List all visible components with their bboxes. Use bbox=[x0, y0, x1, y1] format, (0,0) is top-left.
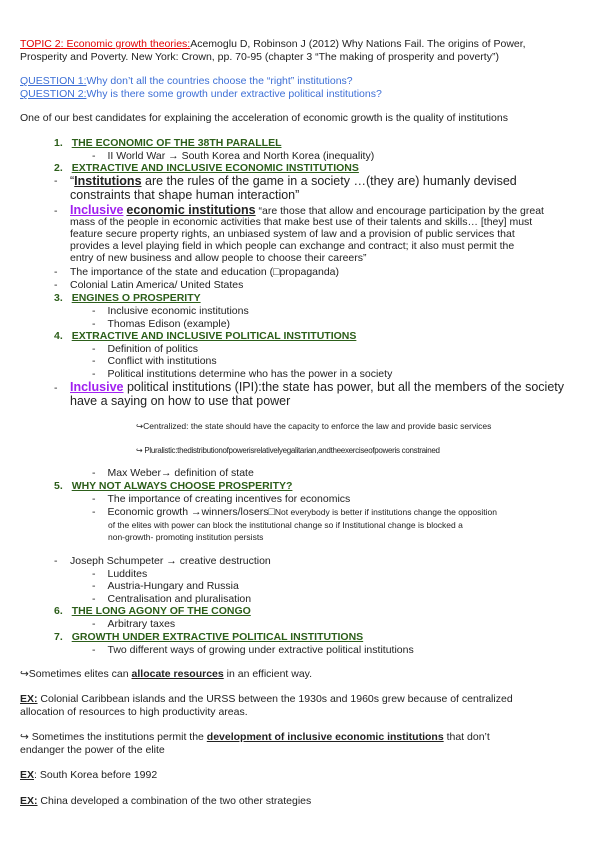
growth-note: Not everybody is better if institutions change the opposition bbox=[274, 507, 497, 517]
austria-russia-text: Austria-Hungary and Russia bbox=[107, 580, 239, 592]
section-7-number: 7. bbox=[54, 631, 63, 643]
inclusive-development-paragraph bbox=[20, 731, 490, 743]
luddites-text: Luddites bbox=[107, 568, 148, 580]
dash: - bbox=[92, 580, 96, 592]
inclusive-econ-text: “are those that allow and encourage participation by the great bbox=[255, 205, 544, 217]
growth-winners-losers: Economic growth →winners/losers□ bbox=[107, 506, 275, 518]
inclusive-development-line-2: endanger the power of the elite bbox=[20, 744, 165, 756]
reference-text: Acemoglu D, Robinson J (2012) Why Nations Fail. The origins of Power, bbox=[190, 38, 526, 50]
section-1-sub bbox=[92, 150, 374, 162]
section-6-sub-text: Arbitrary taxes bbox=[107, 618, 176, 630]
section-6-sub bbox=[92, 618, 175, 630]
inclusive-econ-line-1 bbox=[70, 203, 544, 217]
state-education-item: The importance of the state and education (□propaganda) bbox=[70, 266, 340, 278]
institutions-definition-text: are the rules of the game in a society …(they are) humanly devised bbox=[141, 174, 517, 188]
weber-text: Max Weber→ definition of state bbox=[107, 467, 254, 479]
schumpeter-sub-2 bbox=[92, 580, 239, 592]
schumpeter-item: Joseph Schumpeter → creative destruction bbox=[70, 555, 271, 567]
section-3-heading bbox=[54, 292, 201, 304]
weber-item bbox=[92, 467, 254, 479]
section-7-title: GROWTH UNDER EXTRACTIVE POLITICAL INSTITUTIONS bbox=[71, 631, 364, 643]
reference-line-1 bbox=[20, 38, 526, 50]
section-4-sub-1-text: Definition of politics bbox=[107, 343, 198, 355]
section-4-sub-1 bbox=[92, 343, 198, 355]
inclusive-econ-line-5: entry of new business and allow people to choose their careers” bbox=[70, 252, 367, 264]
dash: - bbox=[54, 266, 58, 278]
dash: - bbox=[54, 279, 58, 291]
centralized-note: ↪Centralized: the state should have the capacity to enforce the law and provide basic services bbox=[136, 421, 492, 431]
section-4-sub-2-text: Conflict with institutions bbox=[107, 355, 217, 367]
question-1-label: QUESTION 1: bbox=[20, 75, 87, 87]
institutions-term: Institutions bbox=[74, 174, 142, 188]
section-1-title: THE ECONOMIC OF THE 38TH PARALLEL bbox=[71, 137, 282, 149]
dash: - bbox=[92, 318, 96, 330]
question-2-label: QUESTION 2: bbox=[20, 88, 87, 100]
dash: - bbox=[92, 568, 96, 580]
pluralistic-note: ↪ Pluralistic:thedistributionofpowerisrelativelyegalitarian,andtheexerciseofpoweris constrained bbox=[136, 446, 440, 455]
example-2-label: EX bbox=[20, 769, 35, 781]
section-5-sub-2 bbox=[92, 506, 497, 518]
topic-label: TOPIC 2: Economic growth theories: bbox=[20, 38, 191, 50]
question-1-text: Why don’t all the countries choose the “right” institutions? bbox=[86, 75, 353, 87]
section-3-number: 3. bbox=[54, 292, 63, 304]
inclusive-econ-line-3: feature secure property rights, an unbiased system of law and a provision of public services that bbox=[70, 228, 515, 240]
section-5-sub-2-line-3: non-growth- promoting institution persists bbox=[108, 532, 264, 542]
section-4-heading bbox=[54, 330, 356, 342]
example-2-text: : South Korea before 1992 bbox=[34, 769, 158, 781]
p1-pre: ↪Sometimes elites can bbox=[20, 668, 132, 680]
section-7-sub-text: Two different ways of growing under extractive political institutions bbox=[107, 644, 414, 656]
reference-line-2: Prosperity and Poverty. New York: Crown, pp. 70-95 (chapter 3 “The making of prosperity and poverty”) bbox=[20, 51, 499, 63]
section-2-title: EXTRACTIVE AND INCLUSIVE ECONOMIC INSTITUTIONS bbox=[71, 162, 359, 174]
section-5-sub-1-text: The importance of creating incentives for economics bbox=[107, 493, 351, 505]
inclusive-econ-line-2: mass of the people in economic activities that make best use of their talents and skills… [they] must bbox=[70, 216, 533, 228]
p2-post: that don’t bbox=[443, 731, 490, 743]
p1-post: in an efficient way. bbox=[223, 668, 313, 680]
inclusive-development-term: development of inclusive economic institutions bbox=[206, 731, 444, 743]
inclusive-econ-line-4: provides a level playing field in which people can exchange and contract; it also must permit the bbox=[70, 240, 515, 252]
section-4-sub-3 bbox=[92, 368, 392, 380]
section-5-heading bbox=[54, 480, 292, 492]
dash: - bbox=[92, 506, 96, 518]
example-3-text: China developed a combination of the two other strategies bbox=[37, 795, 312, 807]
dash: - bbox=[54, 382, 58, 394]
dash: - bbox=[92, 644, 96, 656]
dash: - bbox=[92, 368, 96, 380]
inclusive-political-line-2: have a saying on how to use that power bbox=[70, 394, 291, 408]
section-3-sub-2 bbox=[92, 318, 230, 330]
question-1 bbox=[20, 75, 353, 87]
dash: - bbox=[54, 205, 58, 217]
section-3-sub-2-text: Thomas Edison (example) bbox=[107, 318, 231, 330]
colonial-item: Colonial Latin America/ United States bbox=[70, 279, 244, 291]
section-4-number: 4. bbox=[54, 330, 63, 342]
section-2-number: 2. bbox=[54, 162, 63, 174]
dash: - bbox=[92, 150, 96, 162]
section-1-sub-text: II World War → South Korea and North Korea (inequality) bbox=[107, 150, 375, 162]
dash: - bbox=[92, 343, 96, 355]
section-5-sub-1 bbox=[92, 493, 350, 505]
example-1-line-1 bbox=[20, 693, 513, 705]
section-2-heading bbox=[54, 162, 359, 174]
example-1-text: Colonial Caribbean islands and the URSS between the 1930s and 1960s grew because of centralized bbox=[37, 693, 513, 705]
open-quote: “ bbox=[70, 174, 75, 188]
dash: - bbox=[92, 305, 96, 317]
inclusive-political-line-1 bbox=[70, 380, 564, 394]
section-5-sub-2-line-2: of the elites with power can block the institutional change so if Institutional change is blocked a bbox=[108, 520, 463, 530]
section-3-sub-1 bbox=[92, 305, 249, 317]
inclusive-political-text: political institutions (IPI):the state has power, but all the members of the society bbox=[123, 380, 564, 394]
section-3-title: ENGINES O PROSPERITY bbox=[71, 292, 201, 304]
section-6-heading bbox=[54, 605, 251, 617]
section-4-sub-3-text: Political institutions determine who has the power in a society bbox=[107, 368, 393, 380]
section-5-title: WHY NOT ALWAYS CHOOSE PROSPERITY? bbox=[71, 480, 293, 492]
dash: - bbox=[92, 355, 96, 367]
dash: - bbox=[54, 175, 58, 187]
allocate-resources-paragraph bbox=[20, 668, 312, 680]
dash: - bbox=[92, 467, 96, 479]
p2-pre: ↪ Sometimes the institutions permit the bbox=[20, 731, 207, 743]
section-7-heading bbox=[54, 631, 363, 643]
dash: - bbox=[54, 555, 58, 567]
section-4-sub-2 bbox=[92, 355, 217, 367]
question-2 bbox=[20, 88, 382, 100]
example-1-label: EX: bbox=[20, 693, 38, 705]
inclusive-political-term: Inclusive bbox=[70, 380, 124, 394]
section-3-sub-1-text: Inclusive economic institutions bbox=[107, 305, 249, 317]
example-3 bbox=[20, 795, 311, 807]
section-6-title: THE LONG AGONY OF THE CONGO bbox=[71, 605, 251, 617]
institutions-definition-line-1 bbox=[70, 174, 517, 188]
inclusive-term: Inclusive bbox=[70, 203, 124, 217]
schumpeter-sub-1 bbox=[92, 568, 147, 580]
section-6-number: 6. bbox=[54, 605, 63, 617]
dash: - bbox=[92, 493, 96, 505]
section-1-number: 1. bbox=[54, 137, 63, 149]
allocate-resources-term: allocate resources bbox=[131, 668, 224, 680]
section-4-title: EXTRACTIVE AND INCLUSIVE POLITICAL INSTITUTIONS bbox=[71, 330, 357, 342]
example-1-line-2: allocation of resources to high productivity areas. bbox=[20, 706, 248, 718]
dash: - bbox=[92, 618, 96, 630]
economic-institutions-term: economic institutions bbox=[126, 203, 256, 217]
example-2 bbox=[20, 769, 157, 781]
intro-paragraph: One of our best candidates for explaining the acceleration of economic growth is the quality of institutions bbox=[20, 112, 508, 124]
example-3-label: EX: bbox=[20, 795, 38, 807]
centralisation-text: Centralisation and pluralisation bbox=[107, 593, 252, 605]
institutions-definition-line-2: constraints that shape human interaction” bbox=[70, 188, 300, 202]
section-1-heading bbox=[54, 137, 282, 149]
section-7-sub bbox=[92, 644, 414, 656]
schumpeter-sub-3 bbox=[92, 593, 251, 605]
dash: - bbox=[92, 593, 96, 605]
section-5-number: 5. bbox=[54, 480, 63, 492]
question-2-text: Why is there some growth under extractive political institutions? bbox=[86, 88, 382, 100]
